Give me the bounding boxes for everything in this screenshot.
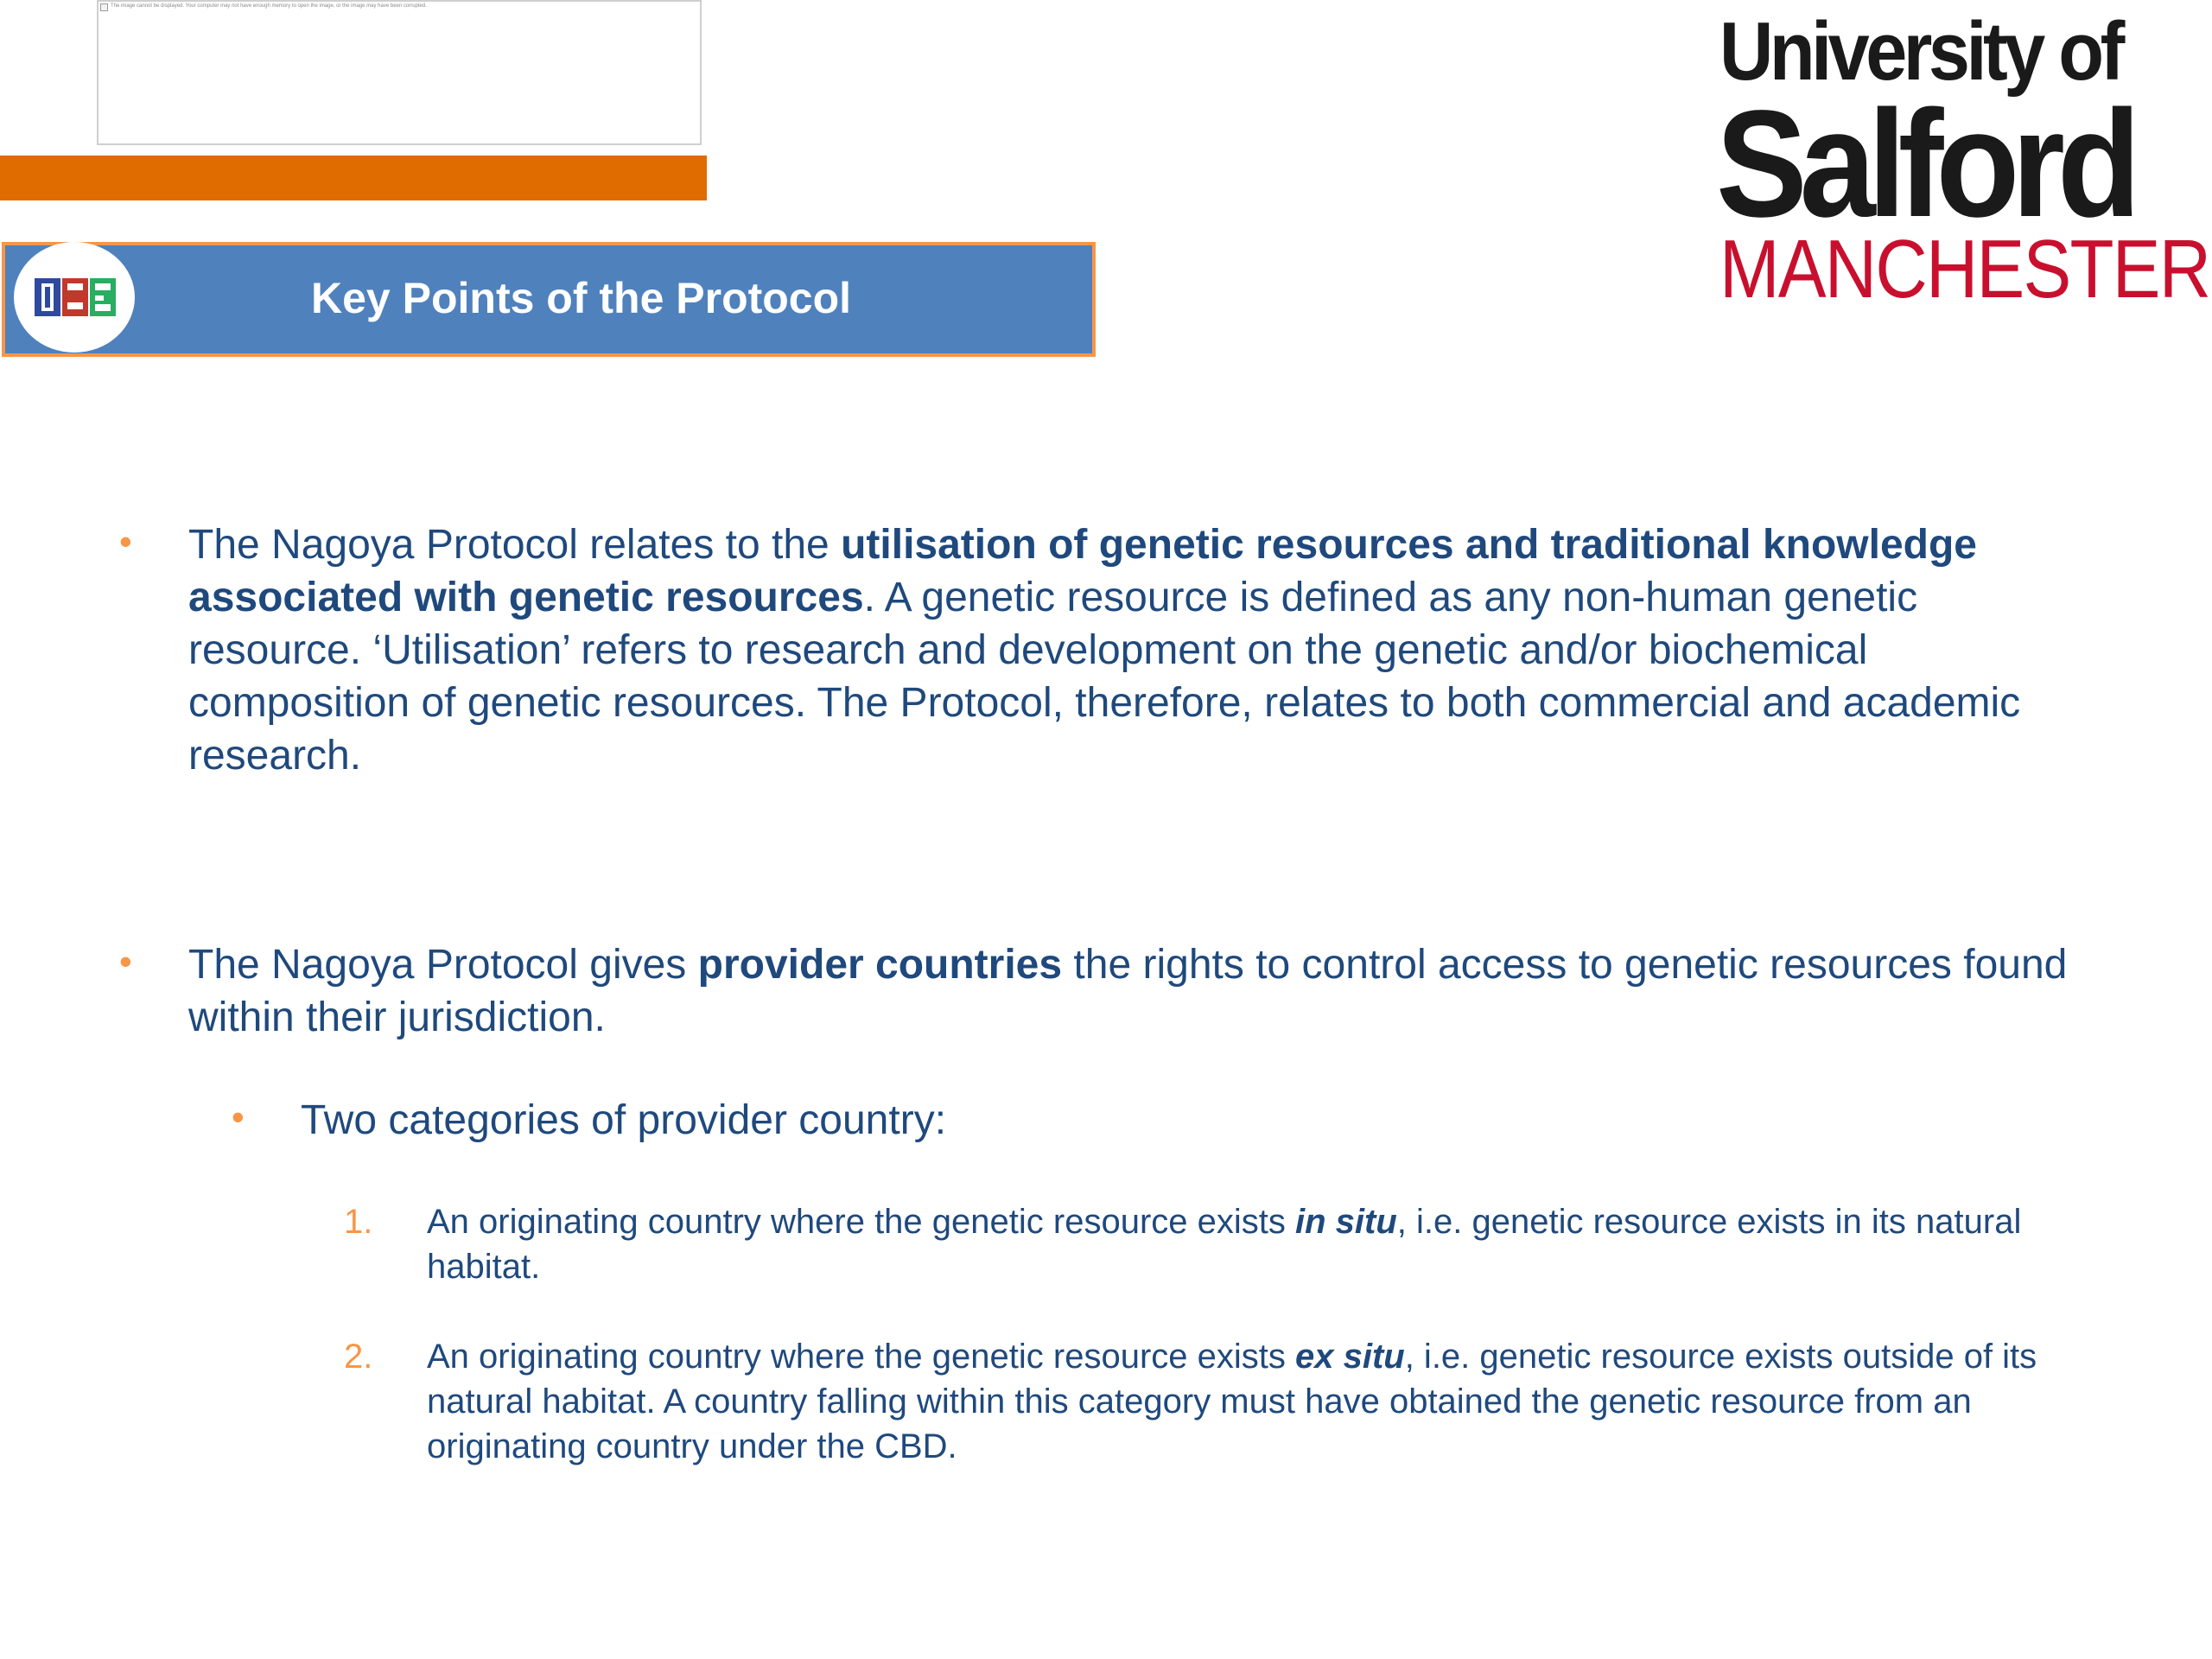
item-1-em: in situ	[1294, 1203, 1397, 1241]
slide-title: Key Points of the Protocol	[311, 274, 852, 322]
broken-image-placeholder	[97, 0, 702, 145]
logo-glyphs	[33, 276, 119, 318]
bullet-2-pre: The Nagoya Protocol gives	[188, 942, 698, 988]
sub-bullet-icon: •	[232, 1096, 245, 1137]
university-logo	[1716, 0, 2210, 320]
broken-image-icon	[100, 3, 108, 11]
broken-image-text: The image cannot be displayed. Your computer may not have enough memory to open the image, or the image may have been corrupted.	[111, 3, 427, 9]
bullet-1-bold: utilisation of genetic resources and traditional knowledge associated with genetic resources	[188, 522, 1977, 620]
logo-line-manchester: MANCHESTER	[1719, 223, 2210, 315]
bullet-icon: •	[119, 521, 132, 562]
logo-line-university: University of	[1719, 5, 2121, 98]
item-1-pre: An originating country where the genetic resource exists	[427, 1203, 1295, 1241]
logo-line-salford: Salford	[1716, 79, 2133, 249]
protocol-logo-icon	[14, 242, 135, 353]
sub-bullet-text: Two categories of provider country:	[301, 1097, 947, 1143]
numbered-item-2-text	[427, 1334, 2094, 1469]
item-2-post: , i.e. genetic resource exists outside of its natural habitat. A country falling within this category must have obtained the genetic resource from an originating country under the CBD.	[427, 1338, 2037, 1465]
bullet-2-post: the rights to control access to genetic resources found within their jurisdiction.	[188, 942, 2068, 1040]
orange-accent-bar	[0, 156, 707, 200]
bullet-1-text	[188, 518, 2098, 782]
bullet-1-pre: The Nagoya Protocol relates to the	[188, 522, 842, 568]
numbered-item-1-number: 1.	[344, 1203, 373, 1241]
bullet-2-bold: provider countries	[697, 942, 1063, 988]
item-1-post: , i.e. genetic resource exists in its natural habitat.	[427, 1203, 2022, 1286]
bullet-icon: •	[119, 941, 132, 982]
numbered-item-1-text	[427, 1199, 2086, 1289]
bullet-1-post: . A genetic resource is defined as any non-human genetic resource. ‘Utilisation’ refers to research and development on the genetic and/or biochemical composition of genetic resources. The Protocol, therefore, relates to both commercial and academic research.	[188, 575, 2021, 779]
item-2-em: ex situ	[1294, 1338, 1405, 1376]
bullet-2-text	[188, 938, 2098, 1044]
numbered-item-2-number: 2.	[344, 1338, 373, 1376]
item-2-pre: An originating country where the genetic resource exists	[427, 1338, 1295, 1376]
